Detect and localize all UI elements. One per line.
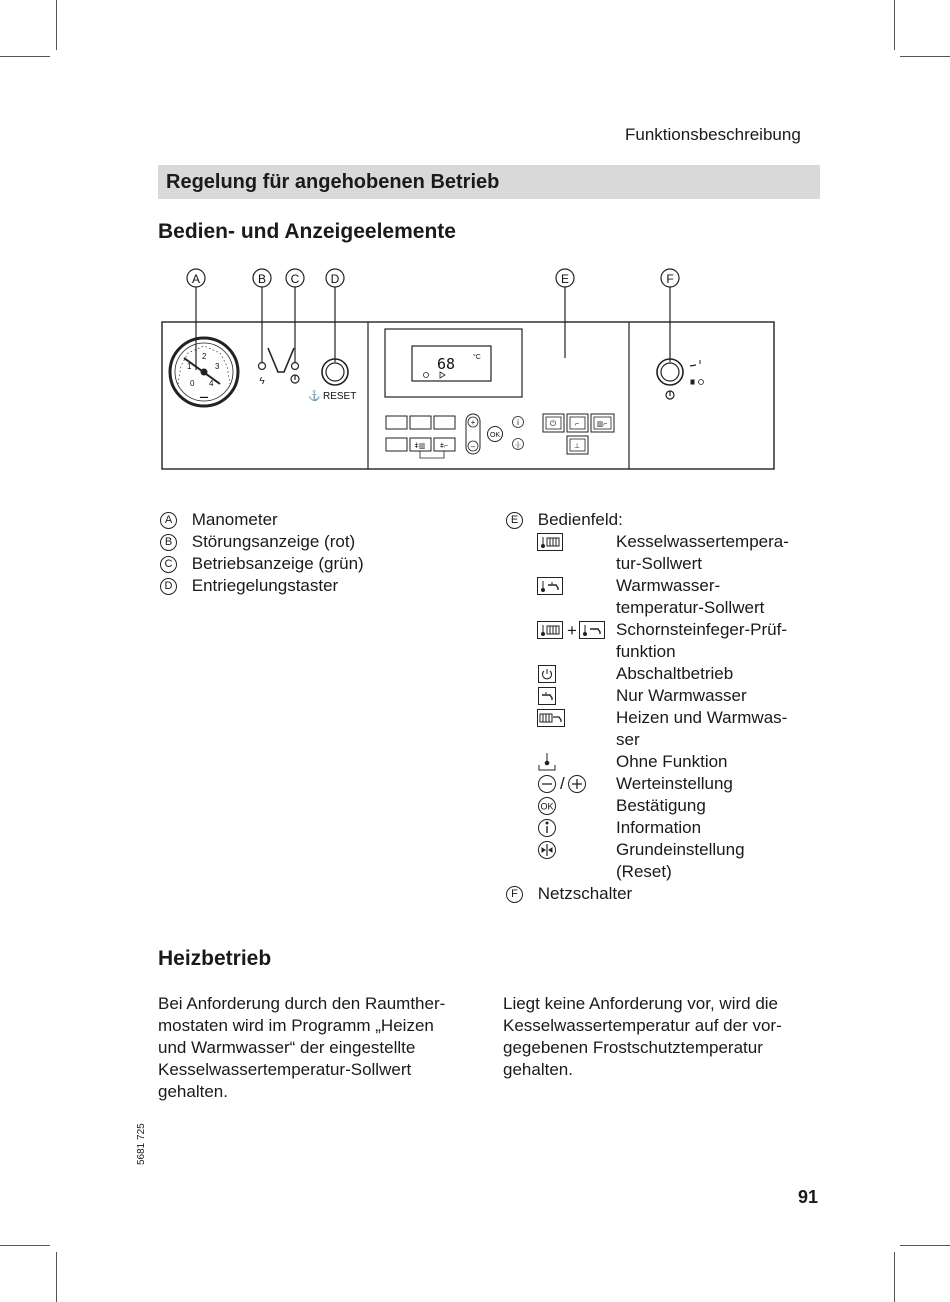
brand-logo — [268, 348, 294, 372]
legend-desc-chimney: Schornsteinfeger-Prüf- funktion — [616, 620, 788, 661]
title-bar — [158, 165, 820, 199]
svg-text:RESET: RESET — [323, 391, 357, 402]
svg-text:▬▬: ▬▬ — [200, 394, 208, 399]
power-switch — [657, 359, 704, 399]
svg-text:4: 4 — [209, 379, 214, 388]
crop-mark — [894, 0, 895, 50]
legend-desc-value: Werteinstellung — [616, 774, 733, 793]
svg-text:⊥: ⊥ — [573, 443, 581, 450]
heating-text-right: Liegt keine Anforderung vor, wird die Kesselwassertemperatur auf der vor- gegebenen Frostschutztemperatur gehalten. — [503, 994, 782, 1079]
plus-sign: + — [567, 621, 577, 640]
svg-text:·|·: ·|· — [514, 442, 522, 449]
svg-text:⌐: ⌐ — [574, 421, 580, 428]
crop-mark — [56, 0, 57, 50]
heating-heading: Heizbetrieb — [158, 947, 272, 970]
svg-text:ϟ: ϟ — [259, 376, 265, 387]
svg-text:ǂ⌐: ǂ⌐ — [439, 443, 449, 450]
svg-text:+: + — [470, 418, 476, 427]
standby-icon — [538, 665, 556, 683]
subtitle: Bedien- und Anzeigeelemente — [158, 220, 456, 243]
svg-text:⏻: ⏻ — [549, 419, 557, 428]
legend-item-a: A Manometer — [160, 509, 278, 531]
hot-water-temp-icon — [537, 577, 563, 595]
svg-text:0: 0 — [190, 379, 195, 388]
boiler-water-temp-icon — [537, 533, 563, 551]
tap-icon — [538, 687, 556, 705]
svg-text:D: D — [330, 272, 340, 286]
legend-desc-hot-water: Warmwasser- temperatur-Sollwert — [616, 576, 765, 617]
info-icon — [537, 818, 557, 838]
svg-text:OK: OK — [540, 801, 554, 812]
crop-mark — [0, 56, 50, 57]
legend-desc-confirm: Bestätigung — [616, 796, 706, 815]
svg-text:E: E — [560, 272, 570, 286]
svg-text:–: – — [470, 442, 476, 451]
svg-text:C: C — [290, 272, 300, 286]
fault-led — [259, 363, 266, 370]
ok-icon — [537, 796, 557, 816]
heating-text-left: Bei Anforderung durch den Raumther- mostaten wird im Programm „Heizen und Warmwasser“ der eingestellte Kesselwassertemperatur-Sollwert gehalten. — [158, 994, 446, 1101]
callout-f — [661, 269, 679, 362]
svg-text:▥⌐: ▥⌐ — [596, 421, 608, 428]
crop-mark — [56, 1252, 57, 1302]
legend-desc-info: Information — [616, 818, 702, 837]
crop-mark — [0, 1245, 50, 1246]
page-title: Regelung für angehobenen Betrieb — [166, 171, 500, 193]
legend-item-b: B Störungsanzeige (rot) — [160, 531, 355, 553]
svg-text:OK: OK — [489, 432, 501, 439]
legend-item-e: E Bedienfeld: — [506, 509, 623, 531]
section-header: Funktionsbeschreibung — [625, 125, 801, 144]
reset-button — [308, 359, 356, 402]
svg-text:3: 3 — [215, 362, 220, 371]
svg-text:2: 2 — [202, 352, 207, 361]
no-function-icon — [537, 752, 557, 772]
legend-desc-heat-water: Heizen und Warmwas- ser — [616, 708, 788, 749]
legend-item-f: F Netzschalter — [506, 883, 632, 905]
svg-text:⚓: ⚓ — [308, 391, 321, 402]
slash-sign: / — [560, 774, 565, 793]
crop-mark — [900, 56, 950, 57]
svg-text:F: F — [666, 272, 674, 286]
callout-e — [556, 269, 574, 358]
svg-text:i: i — [517, 418, 519, 427]
page-number: 91 — [798, 1187, 819, 1207]
svg-text:A: A — [191, 272, 201, 286]
svg-text:B: B — [257, 272, 267, 286]
crop-mark — [900, 1245, 950, 1246]
svg-text:1: 1 — [187, 362, 192, 371]
document-number: 5681 725 — [136, 1123, 147, 1165]
legend-desc-reset: Grundeinstellung (Reset) — [616, 840, 745, 881]
svg-text:68: 68 — [436, 355, 456, 373]
callout-d — [326, 269, 344, 362]
legend-desc-tap: Nur Warmwasser — [616, 686, 747, 705]
manometer-gauge — [170, 338, 238, 406]
legend-desc-boiler-temp: Kesselwassertempera- tur-Sollwert — [616, 532, 789, 573]
operating-led — [292, 363, 299, 370]
svg-text:°C: °C — [473, 354, 481, 361]
legend-desc-no-function: Ohne Funktion — [616, 752, 728, 771]
basic-setting-icon — [537, 840, 557, 860]
crop-mark — [894, 1252, 895, 1302]
legend-item-c: C Betriebsanzeige (grün) — [160, 553, 364, 575]
radiator-tap-icon — [537, 709, 565, 727]
control-panel-diagram — [150, 262, 790, 477]
legend-item-d: D Entriegelungstaster — [160, 575, 338, 597]
callout-c — [286, 269, 304, 362]
legend-desc-standby: Abschaltbetrieb — [616, 664, 734, 683]
svg-text:ǂ▥: ǂ▥ — [414, 443, 426, 450]
